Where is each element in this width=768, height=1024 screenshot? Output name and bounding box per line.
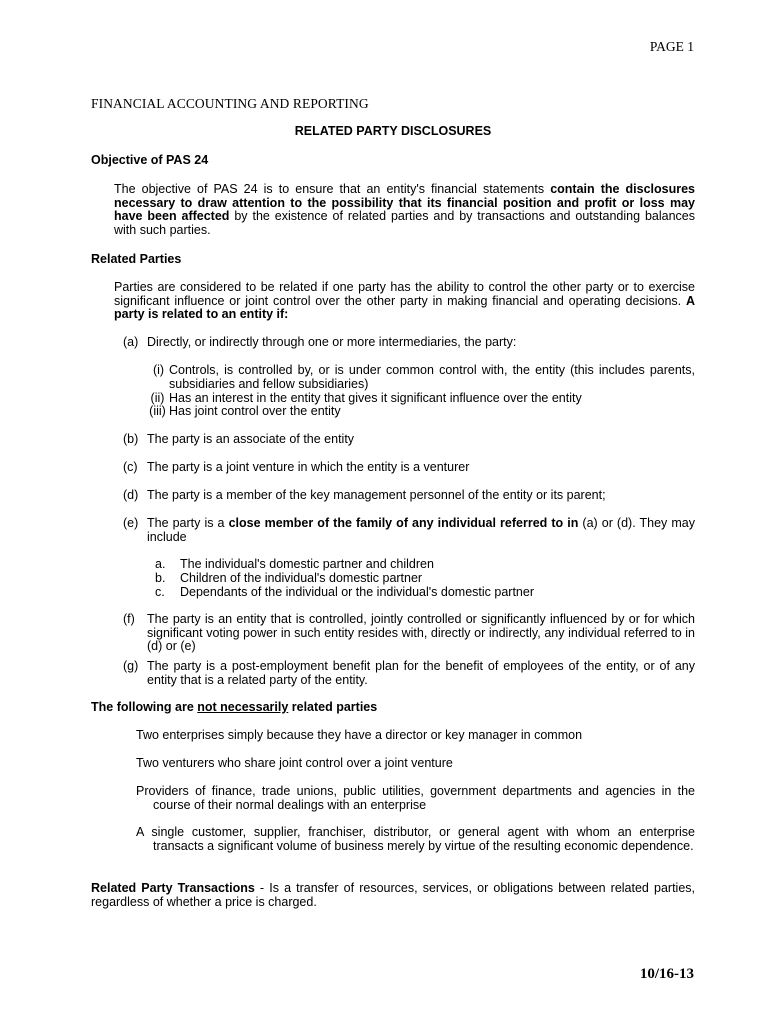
list-text: Dependants of the individual or the individual's domestic partner <box>180 585 534 599</box>
list-label: (i) <box>152 363 165 377</box>
list-text: The party is an associate of the entity <box>147 432 355 446</box>
sub-item-e-b <box>155 572 695 586</box>
sub-item-e-a <box>155 558 695 572</box>
not-related-heading-underlined: not necessarily <box>197 700 289 714</box>
list-text: Has an interest in the entity that gives it significant influence over the entity <box>169 391 582 405</box>
list-label: b. <box>155 571 166 585</box>
list-label: (d) <box>123 488 139 502</box>
not-related-heading-pre: The following are <box>91 700 198 714</box>
sub-item-i <box>148 364 695 391</box>
list-item-g <box>123 660 695 687</box>
objective-emphasis: contain the disclosures necessary to draw attention to the possibility that its financial position and profit or loss may have been affected <box>114 182 696 224</box>
objective-text: The objective of PAS 24 is to ensure that an entity's financial statements <box>114 182 551 196</box>
list-label: (g) <box>123 659 139 673</box>
objective-paragraph <box>114 183 695 237</box>
list-text-post: (a) or (d). They may include <box>147 516 695 544</box>
list-text: The party is an entity that is controlled, jointly controlled or significantly influenced by or for which significant voting power in such entity resides with, directly or indirectly, any individual referred to in (d) or (e) <box>147 612 695 654</box>
list-item-b <box>123 433 695 447</box>
list-text: The party is a member of the key management personnel of the entity or its parent; <box>147 488 606 502</box>
list-label: c. <box>155 585 165 599</box>
list-item-e <box>123 517 695 544</box>
footer-date: 10/16-13 <box>639 966 694 982</box>
sub-item-iii <box>146 405 695 419</box>
list-label: (c) <box>123 460 138 474</box>
list-text <box>147 517 695 544</box>
list-text-emphasis: close member of the family of any individual referred to in <box>228 516 579 530</box>
list-label: (iii) <box>149 404 166 418</box>
related-parties-emphasis: A party is related to an entity if: <box>114 293 695 322</box>
list-text: The party is a joint venture in which the entity is a venturer <box>147 460 470 474</box>
list-item-d <box>123 489 695 503</box>
list-text: The party is a post-employment benefit plan for the benefit of employees of the entity, or of any entity that is a related party of the entity. <box>147 659 695 687</box>
list-item-a <box>123 336 695 350</box>
list-text: Children of the individual's domestic partner <box>180 571 423 585</box>
related-parties-heading: Related Parties <box>91 252 182 266</box>
objective-text-end: by the existence of related parties and by transactions and outstanding balances with such parties. <box>114 209 695 237</box>
not-related-heading-post: related parties <box>288 700 378 714</box>
list-item-f <box>123 613 695 654</box>
course-title: FINANCIAL ACCOUNTING AND REPORTING <box>91 96 369 111</box>
objective-heading: Objective of PAS 24 <box>91 153 209 167</box>
transactions-paragraph <box>91 882 695 909</box>
list-label: a. <box>155 557 166 571</box>
page-title: RELATED PARTY DISCLOSURES <box>294 124 492 138</box>
list-label: (a) <box>123 335 139 349</box>
related-parties-paragraph <box>114 281 695 322</box>
list-label: (e) <box>123 516 139 530</box>
not-related-item: A single customer, supplier, franchiser, distributor, or general agent with whom an enterprise transacts a significant volume of business merely by virtue of the resulting economic dependence. <box>136 825 695 853</box>
related-parties-text: Parties are considered to be related if one party has the ability to control the other party or to exercise significant influence or joint control over the other party in making financial and operating decisions. <box>114 280 695 308</box>
not-related-item: Providers of finance, trade unions, public utilities, government departments and agencies in the course of their normal dealings with an enterprise <box>136 784 695 812</box>
not-related-item: Two venturers who share joint control over a joint venture <box>136 756 453 770</box>
list-text: Directly, or indirectly through one or more intermediaries, the party: <box>147 335 517 349</box>
list-item-c <box>123 461 695 475</box>
list-text-pre: The party is a <box>147 516 229 530</box>
sub-item-e-c <box>155 586 695 600</box>
list-text: Controls, is controlled by, or is under common control with, the entity (this includes parents, subsidiaries and fellow subsidiaries) <box>169 363 695 391</box>
transactions-text: - Is a transfer of resources, services, or obligations between related parties, regardless of whether a price is charged. <box>91 881 695 909</box>
list-label: (ii) <box>150 391 165 405</box>
page-number: PAGE 1 <box>649 39 694 54</box>
list-text: Has joint control over the entity <box>169 404 341 418</box>
list-label: (f) <box>123 612 135 626</box>
list-text: The individual's domestic partner and children <box>180 557 434 571</box>
not-related-heading <box>91 701 377 715</box>
list-label: (b) <box>123 432 139 446</box>
not-related-item: Two enterprises simply because they have a director or key manager in common <box>136 728 583 742</box>
transactions-heading: Related Party Transactions <box>91 881 255 895</box>
